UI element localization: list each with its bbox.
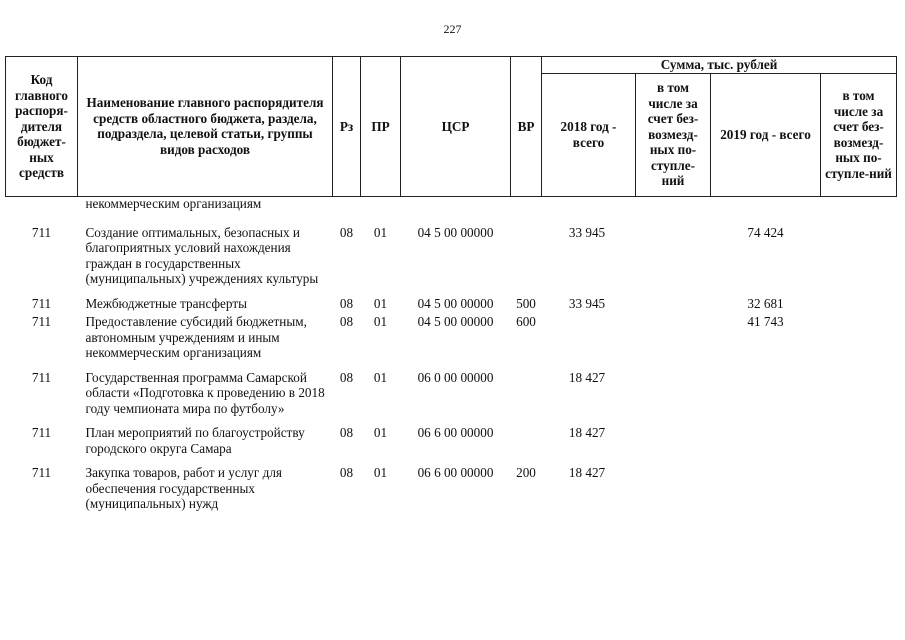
header-name: Наименование главного распорядителя средств областного бюджета, раздела, подраздела, целевой статьи, группы видов расходов [78,57,333,197]
row-sum-2018: 18 427 [568,465,606,480]
page-number: 227 [443,22,462,36]
row-name: Межбюджетные трансферты [85,295,247,311]
row-csr: 06 6 00 00000 [417,465,494,480]
row-vr: 200 [516,465,536,480]
row-code: 711 [31,369,52,385]
table-row [6,311,897,361]
row-sum-2018: 33 945 [568,224,606,240]
row-vr [511,215,542,287]
row-free-2019 [821,311,897,361]
row-sum-2019 [711,456,821,512]
budget-table [5,56,897,512]
row-code: 711 [31,465,52,480]
header-pr: ПР [361,57,401,197]
row-code: 711 [31,224,52,240]
table-row [6,416,897,456]
header-total-2019: 2019 год - всего [711,73,821,196]
row-pr: 01 [373,314,388,329]
row-free-2019 [821,456,897,512]
row-free-2018 [636,311,711,361]
row-sum-2019: 41 743 [747,314,784,329]
header-sum-title: Сумма, тыс. рублей [542,57,897,74]
row-pr: 01 [373,465,388,480]
row-free-2018 [636,361,711,417]
row-free-2019 [821,215,897,287]
row-csr: 04 5 00 00000 [417,224,494,240]
row-csr: 04 5 00 00000 [417,314,494,329]
continuation-text: некоммерческим организациям [85,195,262,211]
row-free-2019 [821,287,897,312]
row-sum-2018: 18 427 [568,369,606,385]
table-header [6,57,897,197]
row-sum-2019: 74 424 [747,224,784,240]
row-name: План мероприятий по благоустройству городского округа Самара [85,425,305,456]
header-code: Код главного распоря-дителя бюджет-ных средств [6,57,78,197]
table-row [6,215,897,287]
row-vr [511,416,542,456]
row-rz: 08 [339,369,354,385]
row-rz: 08 [339,314,354,329]
row-rz: 08 [339,224,354,240]
row-sum-2018: 33 945 [568,295,606,311]
row-vr: 600 [516,314,536,329]
row-vr [511,361,542,417]
row-sum-2019 [711,416,821,456]
row-code: 711 [31,295,52,311]
row-free-2018 [636,416,711,456]
row-sum-2019: 32 681 [747,295,784,311]
row-csr: 04 5 00 00000 [417,295,494,311]
row-pr: 01 [373,425,388,440]
table-row [6,456,897,512]
row-vr: 500 [516,295,536,311]
row-pr: 01 [373,224,388,240]
table-row [6,361,897,417]
header-csr: ЦСР [401,57,511,197]
row-pr: 01 [373,369,388,385]
header-free-2018: в том числе за счет без-возмезд-ных по-ступле-ний [636,73,711,196]
row-sum-2019 [711,361,821,417]
row-name: Создание оптимальных, безопасных и благоприятных условий нахождения граждан в государственных (муниципальных) учреждениях культуры [85,224,319,286]
continuation-row [6,196,897,215]
row-name: Предоставление субсидий бюджетным, автономным учреждениям и иным некоммерческим организациям [85,314,307,360]
row-csr: 06 6 00 00000 [417,425,494,440]
row-free-2019 [821,416,897,456]
row-pr: 01 [373,295,388,311]
row-code: 711 [31,314,52,329]
header-rz: Рз [333,57,361,197]
table-row [6,287,897,312]
row-free-2018 [636,287,711,312]
row-sum-2018: 18 427 [568,425,606,440]
row-name: Закупка товаров, работ и услуг для обеспечения государственных (муниципальных) нужд [85,465,282,511]
header-vr: ВР [511,57,542,197]
row-rz: 08 [339,295,354,311]
row-free-2018 [636,456,711,512]
row-rz: 08 [339,465,354,480]
row-code: 711 [31,425,52,440]
row-free-2018 [636,215,711,287]
row-name: Государственная программа Самарской области «Подготовка к проведению в 2018 году чемпионата мира по футболу» [85,369,325,416]
header-total-2018: 2018 год - всего [542,73,636,196]
row-csr: 06 0 00 00000 [417,369,494,385]
row-sum-2018 [542,311,636,361]
row-rz: 08 [339,425,354,440]
table-body [6,196,897,512]
header-free-2019: в том числе за счет без-возмезд-ных по-ступле-ний [821,73,897,196]
row-free-2019 [821,361,897,417]
